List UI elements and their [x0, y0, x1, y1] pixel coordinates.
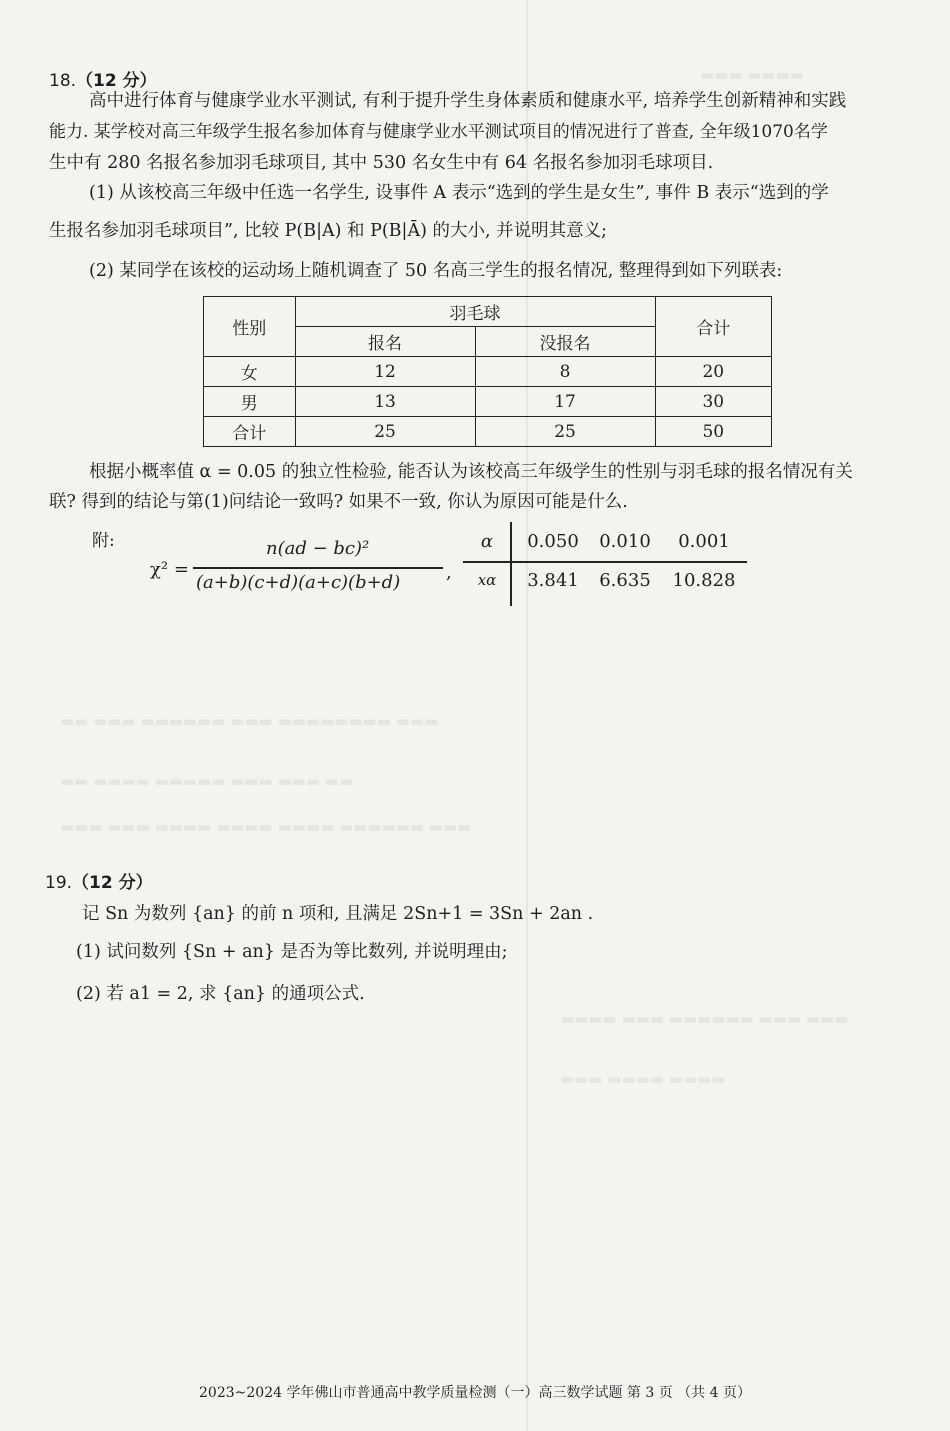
- table-row: [204, 417, 772, 447]
- q19-part1: (1) 试问数列 {Sn + an} 是否为等比数列, 并说明理由;: [76, 942, 508, 962]
- x-value: 6.635: [599, 570, 651, 591]
- cell-not-signed: 17: [475, 387, 655, 417]
- bleed-through: ▬▬ ▬▬▬ ▬▬▬▬▬▬ ▬▬▬ ▬▬▬▬▬▬▬▬ ▬▬▬: [60, 712, 439, 730]
- q18-part1-line1: (1) 从该校高三年级中任选一名学生, 设事件 A 表示“选到的学生是女生”, 事件 B 表示“选到的学: [89, 183, 829, 203]
- critical-table-hline: [463, 561, 747, 563]
- q18-heading: [49, 66, 157, 91]
- q19-heading: [45, 868, 153, 893]
- q18-part2: (2) 某同学在该校的运动场上随机调查了 50 名高三学生的报名情况, 整理得到如下列联表:: [89, 261, 783, 281]
- page-footer: 2023~2024 学年佛山市普通高中教学质量检测（一）高三数学试题 第 3 页 （共 4 页）: [199, 1385, 751, 1401]
- chi-square-denominator: (a+b)(c+d)(a+c)(b+d): [196, 572, 401, 593]
- cell-total: 50: [655, 417, 771, 447]
- bleed-through: ▬▬▬▬ ▬▬▬ ▬▬▬▬▬▬ ▬▬▬ ▬▬▬: [560, 1010, 849, 1028]
- cell-not-signed: 8: [475, 357, 655, 387]
- fraction-bar: [193, 567, 443, 569]
- q18-intro-line3: 生中有 280 名报名参加羽毛球项目, 其中 530 名女生中有 64 名报名参加羽毛球项目.: [49, 153, 714, 173]
- table-header-badminton: 羽毛球: [295, 297, 655, 327]
- q19-number: 19.: [45, 873, 73, 893]
- row-label: 合计: [204, 417, 296, 447]
- chi-square-numerator: n(ad − bc)²: [266, 538, 370, 559]
- alpha-label: α: [480, 531, 494, 552]
- cell-signed: 12: [295, 357, 475, 387]
- cell-not-signed: 25: [475, 417, 655, 447]
- cell-total: 20: [655, 357, 771, 387]
- row-label: 女: [204, 357, 296, 387]
- table-header-gender: 性别: [204, 297, 296, 357]
- alpha-value: 0.050: [527, 531, 579, 552]
- q18-intro-line1: 高中进行体育与健康学业水平测试, 有利于提升学生身体素质和健康水平, 培养学生创新精神和实践: [89, 91, 847, 111]
- q18-number: 18.: [49, 71, 77, 91]
- q19-stem: 记 Sn 为数列 {an} 的前 n 项和, 且满足 2Sn+1 = 3Sn + 2an .: [82, 904, 594, 924]
- bleed-through: ▬▬▬ ▬▬▬ ▬▬▬▬ ▬▬▬▬ ▬▬▬▬ ▬▬▬▬▬▬ ▬▬▬: [60, 818, 472, 836]
- q18-points: （12 分）: [76, 71, 157, 91]
- row-label: 男: [204, 387, 296, 417]
- x-alpha-label: xα: [477, 571, 497, 589]
- table-row: [204, 387, 772, 417]
- alpha-value: 0.001: [678, 531, 730, 552]
- x-value: 10.828: [672, 570, 736, 591]
- cell-signed: 25: [295, 417, 475, 447]
- q18-conclusion-line2: 联? 得到的结论与第(1)问结论一致吗? 如果不一致, 你认为原因可能是什么.: [49, 492, 628, 512]
- cell-signed: 13: [295, 387, 475, 417]
- q18-conclusion-line1: 根据小概率值 α = 0.05 的独立性检验, 能否认为该校高三年级学生的性别与羽毛球的报名情况有关: [89, 462, 853, 482]
- q19-part2: (2) 若 a1 = 2, 求 {an} 的通项公式.: [76, 984, 365, 1004]
- x-value: 3.841: [527, 570, 579, 591]
- critical-table-vline: [510, 522, 512, 606]
- comma: ,: [446, 562, 452, 583]
- table-header-not-signed: 没报名: [475, 327, 655, 357]
- q19-points: （12 分）: [72, 873, 153, 893]
- appendix-label: 附:: [92, 531, 115, 551]
- bleed-through: ▬▬▬ ▬▬▬▬: [700, 66, 804, 84]
- bleed-through: ▬▬ ▬▬▬▬ ▬▬▬▬▬ ▬▬▬ ▬▬▬ ▬▬: [60, 772, 354, 790]
- table-header-signed: 报名: [295, 327, 475, 357]
- bleed-through: ▬▬▬ ▬▬▬▬ ▬▬▬▬: [560, 1070, 726, 1088]
- q18-intro-line2: 能力. 某学校对高三年级学生报名参加体育与健康学业水平测试项目的情况进行了普查, 全年级1070名学: [49, 122, 828, 142]
- table-header-total: 合计: [655, 297, 771, 357]
- table-row: [204, 357, 772, 387]
- chi-square-lhs: χ² =: [150, 559, 189, 580]
- page-fold: [526, 0, 528, 1431]
- q18-part1-line2: 生报名参加羽毛球项目”, 比较 P(B|A) 和 P(B|Ā) 的大小, 并说明其意义;: [49, 221, 607, 241]
- alpha-value: 0.010: [599, 531, 651, 552]
- contingency-table: [203, 296, 772, 447]
- cell-total: 30: [655, 387, 771, 417]
